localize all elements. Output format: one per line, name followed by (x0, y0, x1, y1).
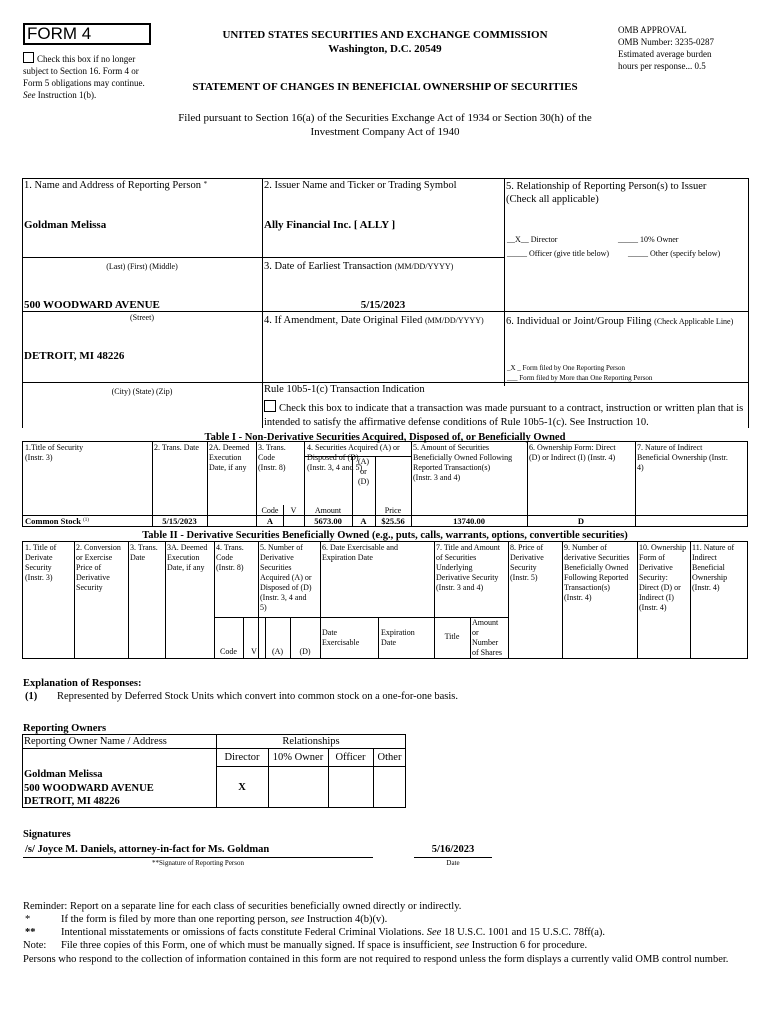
t1-row-aord: A (360, 516, 367, 526)
footer-note-label: Note: (23, 940, 47, 951)
t1-h3: 3. Trans. Code (Instr. 8) (258, 443, 286, 472)
t2-h2: 2. Conversion or Exercise Price of Derivative Security (76, 543, 121, 592)
t1-row-title: Common Stock $^{(1)}$ (25, 516, 89, 526)
earliest-date-label: 3. Date of Earliest Transaction (MM/DD/YYYY) (264, 261, 454, 272)
divider (165, 541, 166, 659)
divider (216, 766, 406, 767)
t1-row-form: D (577, 516, 585, 526)
divider (74, 541, 75, 659)
t2-h3a: 3A. Deemed Execution Date, if any (167, 543, 208, 572)
reporting-person-city: DETROIT, MI 48226 (24, 350, 125, 362)
form-title: FORM 4 (27, 24, 92, 43)
date-caption: Date (446, 859, 460, 867)
reporting-person-name: Goldman Melissa (24, 219, 107, 231)
footer-star1-text: If the form is filed by more than one reporting person, see Instruction 4(b)(v). (61, 914, 388, 925)
divider (690, 541, 691, 659)
divider (748, 178, 749, 428)
divider (378, 617, 379, 659)
t1-row-date: 5/15/2023 (162, 516, 197, 526)
no-longer-subject-note: Check this box if no longer subject to Section 16. Form 4 or Form 5 obligations may continue. See Instruction 1(b). (23, 54, 145, 100)
t1-h5: 5. Amount of Securities Beneficially Owned Following Reported Transaction(s) (Instr. 3 and 4) (413, 443, 513, 482)
footer-star2-text: Intentional misstatements or omissions of facts constitute Federal Criminal Violations. See 18 U.S.C. 1001 and 15 U.S.C. 78ff(a). (61, 927, 606, 938)
t2-h11: 11. Nature of Indirect Beneficial Ownership (Instr. 4) (692, 543, 735, 592)
reporting-person-street: 500 WOODWARD AVENUE (24, 299, 160, 311)
no-longer-subject-checkbox[interactable] (23, 52, 34, 63)
divider (470, 617, 471, 659)
filing-label: 6. Individual or Joint/Group Filing (Check Applicable Line) (506, 316, 734, 327)
explanation-title: Explanation of Responses: (23, 678, 142, 689)
divider (527, 441, 528, 527)
t2-sub-exp: Expiration Date (381, 628, 415, 647)
relationship-officer: _____ Officer (give title below) (507, 249, 610, 258)
owners-col-ten: 10% Owner (272, 752, 324, 763)
divider (262, 257, 504, 258)
footer-star2-mark: ** (25, 927, 36, 938)
owners-title: Reporting Owners (23, 723, 107, 734)
divider (214, 617, 508, 618)
t1-row-owned: 13740.00 (453, 516, 485, 526)
t1-row-price: $25.56 (381, 516, 405, 526)
t2-h1: 1. Title of Derivate Security (Instr. 3) (25, 543, 57, 582)
agency-name: UNITED STATES SECURITIES AND EXCHANGE COMMISSION (222, 29, 548, 41)
t1-sub-price: Price (384, 506, 402, 515)
t2-sub-code: Code (220, 647, 237, 656)
omb-approval: OMB APPROVAL OMB Number: 3235-0287 Estimated average burden hours per response... 0.5 (618, 25, 714, 71)
t2-sub-title: Title (444, 632, 460, 641)
owners-col-officer: Officer (335, 752, 366, 763)
amendment-label: 4. If Amendment, Date Original Filed (MM/DD/YYYY) (264, 315, 484, 326)
t1-h1: 1.Title of Security (Instr. 3) (25, 443, 84, 462)
t1-h4: 4. Securities Acquired (A) or Disposed of (D) (Instr. 3, 4 and 5) (307, 443, 400, 472)
owners-col-name: Reporting Owner Name / Address (24, 736, 167, 747)
relationship-label: 5. Relationship of Reporting Person(s) to Issuer (Check all applicable) (506, 181, 707, 205)
filing-one-person: _X _ Form filed by One Reporting Person (507, 364, 626, 372)
explanation-text: Represented by Deferred Stock Units which convert into common stock on a one-for-one basis. (57, 691, 459, 702)
t1-h2: 2. Trans. Date (154, 443, 199, 452)
divider (22, 748, 406, 749)
divider (508, 541, 509, 659)
t2-sub-d: (D) (299, 647, 311, 656)
t1-sub-code: Code (261, 506, 279, 515)
t2-h4: 4. Trans. Code (Instr. 8) (216, 543, 244, 572)
signature-date: 5/16/2023 (431, 844, 475, 855)
filing-more-persons: ___ Form filed by More than One Reporting Person (507, 374, 653, 382)
owner-director-mark: X (238, 782, 246, 793)
t1-row-amount: 5673.00 (314, 516, 342, 526)
signature-value: /s/ Joyce M. Daniels, attorney-in-fact for Ms. Goldman (25, 844, 270, 855)
t1-h2a: 2A. Deemed Execution Date, if any (209, 443, 250, 472)
name-caption: (Last) (First) (Middle) (106, 262, 178, 271)
street-caption: (Street) (130, 313, 154, 322)
divider (320, 541, 321, 659)
filed-pursuant: Filed pursuant to Section 16(a) of the Securities Exchange Act of 1934 or Section 30(h) of the Investment Company Act of 1940 (178, 112, 592, 138)
t2-h8: 8. Price of Derivative Security (Instr. 5) (510, 543, 544, 582)
t2-h9: 9. Number of derivative Securities Beneficially Owned Following Reported Transaction(s) (Instr. 4) (564, 543, 630, 602)
t2-h5: 5. Number of Derivative Securities Acquired (A) or Disposed of (D) (Instr. 3, 4 and 5) (260, 543, 312, 612)
issuer-name: Ally Financial Inc. [ ALLY ] (264, 219, 396, 231)
footer-star1-mark: * (25, 914, 31, 925)
relationship-ten-percent: _____ 10% Owner (618, 235, 679, 244)
divider (635, 441, 636, 527)
footer-persons: Persons who respond to the collection of information contained in this form are not required to respond unless the form displays a currently valid OMB control number. (23, 954, 729, 965)
divider (128, 541, 129, 659)
t1-sub-v: V (290, 506, 297, 515)
relationship-director: __X__ Director (507, 235, 558, 244)
owners-col-other: Other (377, 752, 402, 763)
t2-h7: 7. Title and Amount of Securities Underlying Derivative Security (Instr. 3 and 4) (436, 543, 501, 592)
divider (411, 441, 412, 527)
t2-h6: 6. Date Exercisable and Expiration Date (322, 543, 398, 562)
t2-sub-v: V (251, 647, 257, 656)
t1-row-code: A (266, 516, 274, 526)
t1-h6: 6. Ownership Form: Direct (D) or Indirect (I) (Instr. 4) (529, 443, 616, 462)
rule-text: Check this box to indicate that a transaction was made pursuant to a contract, instruction or written plan that is intended to satisfy the affirmative defense conditions of Rule 10b5-1(c). See Instruction 10. (264, 400, 746, 430)
footer-note-text: File three copies of this Form, one of which must be manually signed. If space is insufficient, see Instruction 6 for procedure. (61, 940, 588, 951)
divider (22, 311, 748, 312)
owner-address: Goldman Melissa 500 WOODWARD AVENUE DETROIT, MI 48226 (24, 769, 154, 807)
t2-h10: 10. Ownership Form of Derivative Security: Direct (D) or Indirect (I) (Instr. 4) (639, 543, 687, 612)
relationship-other: _____ Other (specify below) (628, 249, 721, 258)
rule-10b5-checkbox[interactable] (264, 400, 276, 412)
date-line (414, 857, 492, 858)
signatures-title: Signatures (23, 829, 71, 840)
t2-sub-a: (A) (271, 647, 284, 656)
statement-title: STATEMENT OF CHANGES IN BENEFICIAL OWNERSHIP OF SECURITIES (192, 81, 578, 93)
divider (214, 541, 215, 659)
t1-sub-aord: (A) or (D) (357, 457, 370, 486)
owners-col-director: Director (224, 752, 260, 763)
divider (258, 541, 259, 659)
divider (152, 441, 153, 527)
table2-title: Table II - Derivative Securities Beneficially Owned (e.g., puts, calls, warrants, options, convertible securities) (142, 530, 628, 541)
divider (562, 541, 563, 659)
divider (22, 178, 748, 179)
issuer-label: 2. Issuer Name and Ticker or Trading Symbol (264, 180, 457, 191)
agency-address: Washington, D.C. 20549 (328, 43, 442, 55)
divider (22, 257, 262, 258)
earliest-date-value: 5/15/2023 (360, 299, 406, 311)
rule-title: Rule 10b5-1(c) Transaction Indication (264, 384, 425, 395)
divider (504, 178, 505, 386)
reporting-person-label: 1. Name and Address of Reporting Person * (24, 180, 208, 191)
owners-col-relationships: Relationships (282, 736, 340, 747)
explanation-num: (1) (25, 691, 38, 702)
signature-line (23, 857, 373, 858)
t2-sub-amount: Amount or Number of Shares (472, 618, 502, 657)
city-caption: (City) (State) (Zip) (111, 387, 173, 396)
t1-sub-amount: Amount (314, 506, 342, 515)
divider (207, 441, 208, 527)
t1-h7: 7. Nature of Indirect Beneficial Ownership (Instr. 4) (637, 443, 728, 472)
t2-sub-date-ex: Date Exercisable (322, 628, 360, 647)
divider (637, 541, 638, 659)
table1-title: Table I - Non-Derivative Securities Acquired, Disposed of, or Beneficially Owned (204, 432, 566, 443)
footer-reminder: Reminder: Report on a separate line for each class of securities beneficially owned directly or indirectly. (23, 901, 462, 912)
t2-h3: 3. Trans. Date (130, 543, 158, 562)
signature-caption: **Signature of Reporting Person (152, 859, 244, 867)
